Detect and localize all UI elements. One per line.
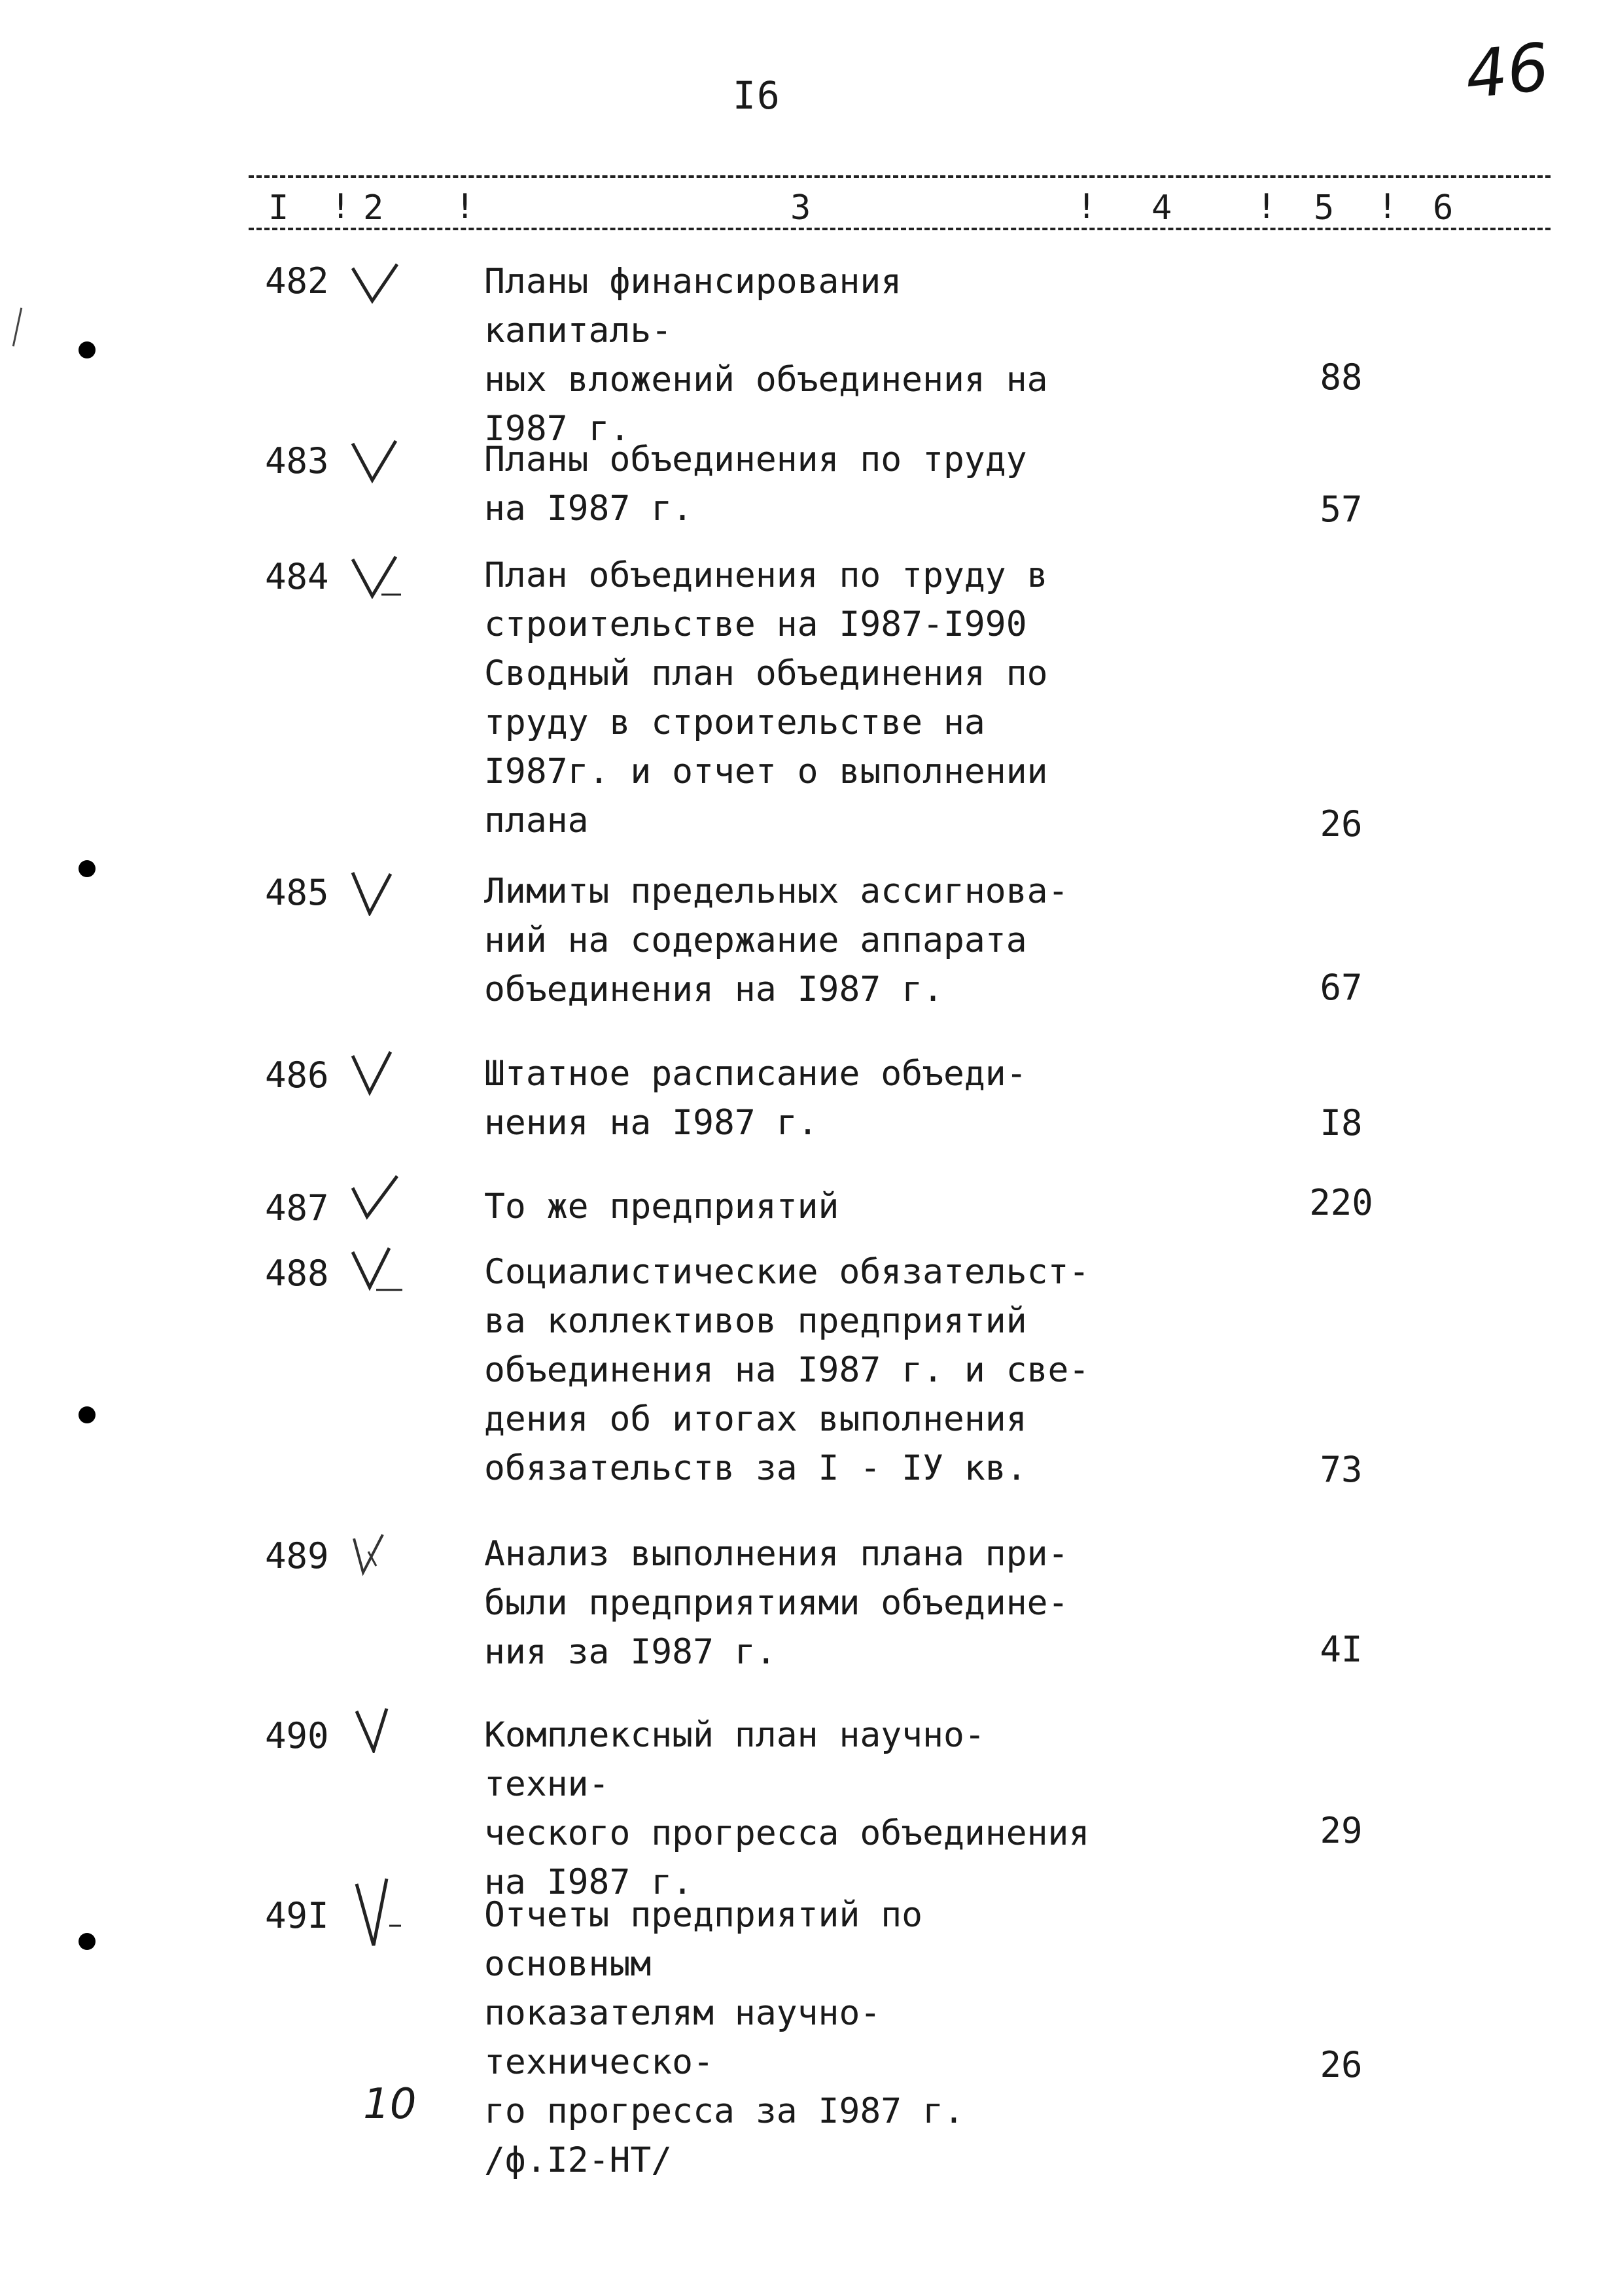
entry-sheet-count: 220 bbox=[1309, 1182, 1373, 1223]
check-mark-icon bbox=[350, 260, 402, 306]
entry-number: 484 bbox=[265, 556, 329, 597]
archive-sheet-mark: 46 bbox=[1462, 28, 1553, 114]
entry-sheet-count: 29 bbox=[1320, 1810, 1363, 1851]
entry-number: 486 bbox=[265, 1054, 329, 1096]
entry-number: 488 bbox=[265, 1253, 329, 1294]
column-header-6: 6 bbox=[1433, 188, 1454, 228]
entry-title: То же предприятий bbox=[484, 1187, 839, 1226]
entry-sheet-count: 88 bbox=[1320, 357, 1363, 398]
column-header-2: 2 bbox=[363, 188, 384, 228]
entry-number: 482 bbox=[265, 260, 329, 302]
entry-title: Отчеты предприятий по основным показателям научно-техническо- го прогресса за I987 г. /ф.I2-НТ/ bbox=[484, 1895, 964, 2180]
column-header-5: 5 bbox=[1314, 188, 1335, 228]
entry-title: Анализ выполнения плана при- были предприятиями объедине- ния за I987 г. bbox=[484, 1534, 1069, 1672]
binder-hole bbox=[79, 1933, 96, 1950]
entry-title: Лимиты предельных ассигнова- ний на содержание аппарата объединения на I987 г. bbox=[484, 871, 1069, 1009]
column-separator: ! bbox=[455, 187, 476, 226]
entry-number: 489 bbox=[265, 1535, 329, 1576]
check-mark-icon bbox=[350, 870, 402, 916]
column-header-4: 4 bbox=[1151, 188, 1172, 228]
table-rule-bottom bbox=[249, 228, 1551, 230]
entry-sheet-count: I8 bbox=[1320, 1102, 1363, 1143]
entry-sheet-count: 4I bbox=[1320, 1629, 1363, 1670]
column-header-1: I bbox=[268, 188, 289, 228]
entry-sheet-count: 26 bbox=[1320, 803, 1363, 844]
page-number: I6 bbox=[733, 73, 781, 118]
entry-number: 483 bbox=[265, 440, 329, 481]
check-mark-icon bbox=[350, 1175, 402, 1221]
binder-hole bbox=[79, 1406, 96, 1423]
check-mark-icon bbox=[350, 554, 402, 600]
entry-sheet-count: 57 bbox=[1320, 489, 1363, 530]
entry-title: Социалистические обязательст- ва коллективов предприятий объединения на I987 г. и све- дения об итогах выполнения обязательств за I - IУ кв. bbox=[484, 1252, 1090, 1488]
entry-number: 49I bbox=[265, 1895, 329, 1936]
entry-sheet-count: 26 bbox=[1320, 2044, 1363, 2085]
check-mark-icon bbox=[350, 1247, 402, 1293]
column-separator: ! bbox=[1076, 187, 1097, 226]
table-rule-top bbox=[249, 175, 1551, 178]
entry-title: Штатное расписание объеди- нения на I987 г. bbox=[484, 1054, 1027, 1143]
entry-number: 490 bbox=[265, 1715, 329, 1756]
entry-sheet-count: 67 bbox=[1320, 967, 1363, 1008]
entry-number: 487 bbox=[265, 1187, 329, 1228]
entry-title: План объединения по труду в строительстве на I987-I990 Сводный план объединения по труду в строительстве на I987г. и отчет о выполнении плана bbox=[484, 555, 1048, 841]
entry-number: 485 bbox=[265, 872, 329, 913]
check-mark-icon bbox=[350, 1877, 402, 1949]
check-mark-icon bbox=[350, 1051, 402, 1096]
column-separator: ! bbox=[1256, 187, 1277, 226]
column-separator: ! bbox=[1377, 187, 1398, 226]
check-mark-icon bbox=[350, 1707, 402, 1753]
entry-title: Комплексный план научно-техни- ческого прогресса объединения на I987 г. bbox=[484, 1715, 1090, 1902]
check-mark-icon bbox=[350, 1532, 402, 1578]
entry-title: Планы финансирования капиталь- ных вложений объединения на I987 г. bbox=[484, 262, 1048, 449]
entry-title: Планы объединения по труду на I987 г. bbox=[484, 440, 1027, 529]
column-separator: ! bbox=[330, 187, 351, 226]
handwritten-margin-note: 10 bbox=[363, 2080, 417, 2129]
binder-hole bbox=[79, 860, 96, 877]
binder-hole bbox=[79, 341, 96, 358]
column-header-3: 3 bbox=[790, 188, 811, 228]
stray-pen-mark bbox=[12, 307, 22, 346]
entry-sheet-count: 73 bbox=[1320, 1449, 1363, 1490]
check-mark-icon bbox=[350, 438, 402, 484]
